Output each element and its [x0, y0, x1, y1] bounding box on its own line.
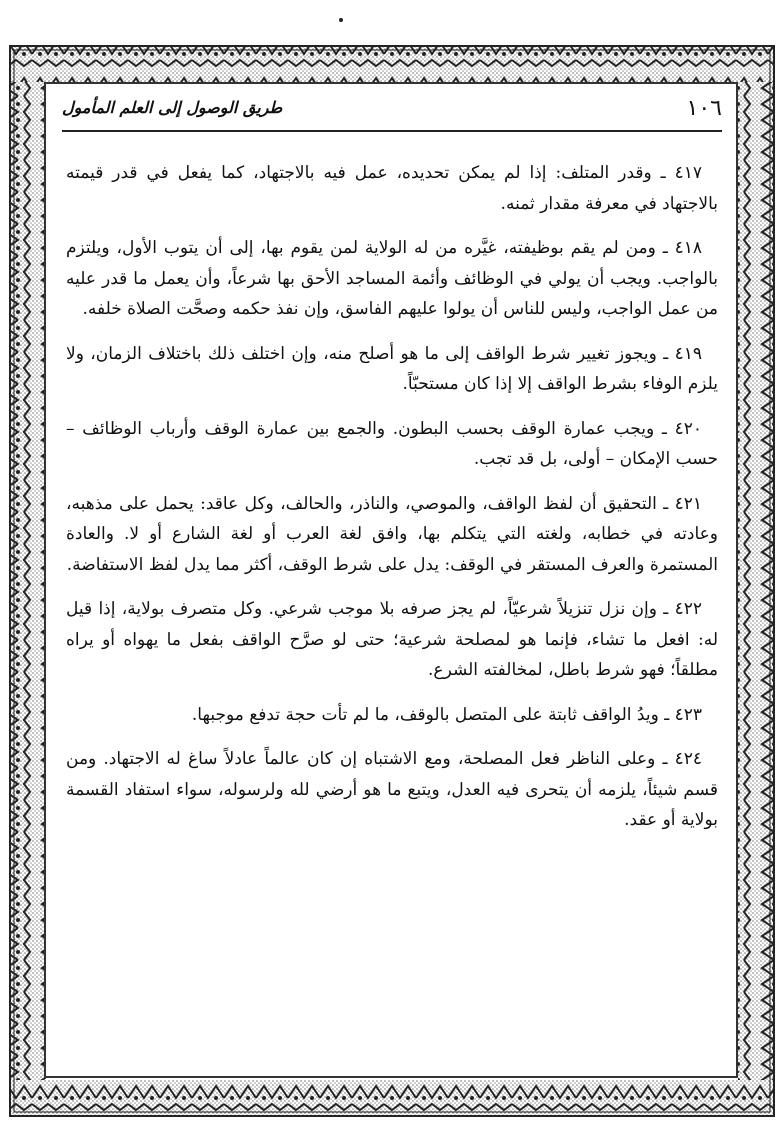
paragraph-417 [66, 158, 718, 219]
paragraph-text: ـ التحقيق أن لفظ الواقف، والموصي، والناذر، والحالف، وكل عاقد: يحمل على مذهبه، وعادته في خطابه، ولغته التي يتكلم بها، وافق لغة العرب أو لغة الشارع أو لا. والعادة المستمرة والعرف المستقر في الوقف: يدل على شرط الوقف، أكثر مما يدل لفظ الاستفاضة. [66, 493, 718, 575]
paragraph-423 [66, 700, 718, 731]
paragraph-text: ـ ويدُ الواقف ثابتة على المتصل بالوقف، ما لم تأت حجة تدفع موجبها. [191, 704, 670, 725]
paragraph-text: ـ ويجب عمارة الوقف بحسب البطون. والجمع بين عمارة الوقف وأرباب الوظائف – حسب الإمكان – أولى، بل قد تجب. [66, 418, 718, 469]
paragraph-number: ٤٢١ [674, 493, 702, 514]
paragraph-418 [66, 233, 718, 325]
paragraph-number: ٤٢٣ [674, 704, 702, 725]
page-header [62, 94, 722, 130]
running-title: طريق الوصول إلى العلم المأمول [62, 98, 283, 117]
paragraph-number: ٤١٩ [674, 343, 702, 364]
paragraph-text: ـ وقدر المتلف: إذا لم يمكن تحديده، عمل فيه بالاجتهاد، كما يفعل في قدر قيمته بالاجتهاد في معرفة مقدار ثمنه. [66, 163, 718, 214]
paragraph-text: ـ ويجوز تغيير شرط الواقف إلى ما هو أصلح منه، وإن اختلف ذلك باختلاف الزمان، ولا يلزم الوفاء بشرط الواقف إلا إذا كان مستحبّاً. [66, 343, 718, 394]
paragraph-number: ٤١٧ [674, 163, 703, 183]
paragraph-number: ٤١٨ [674, 238, 702, 258]
paragraph-419 [66, 339, 718, 400]
paragraph-number: ٤٢٠ [674, 418, 703, 439]
page-body [66, 158, 718, 850]
paragraph-422 [66, 594, 718, 686]
paragraph-text: ـ وإن نزل تنزيلاً شرعيّاً، لم يجز صرفه بلا موجب شرعي. وكل متصرف بولاية، إذا قيل له: افعل ما تشاء، فإنما هو لمصلحة شرعية؛ حتى لو صرَّح الواقف بفعل ما يهواه أو يراه مطلقاً؛ فهو شرط باطل، لمخالفته الشرع. [66, 599, 718, 680]
paragraph-text: ـ وعلى الناظر فعل المصلحة، ومع الاشتباه إن كان عالماً عادلاً ساغ له الاجتهاد. ومن قسم شيئاً، يلزمه أن يتحرى فيه العدل، ويتبع ما هو أرضي لله ولرسوله، سواء استفاد القسمة بولاية أو عقد. [66, 749, 718, 830]
paragraph-number: ٤٢٢ [674, 599, 703, 619]
paragraph-421 [66, 489, 718, 581]
header-rule [62, 130, 722, 132]
paragraph-424 [66, 744, 718, 836]
paragraph-number: ٤٢٤ [674, 749, 702, 769]
paragraph-text: ـ ومن لم يقم بوظيفته، غيَّره من له الولاية لمن يقوم بها، إلى أن يتوب الأول، ويلتزم بالواجب. ويجب أن يولي في الوظائف وأئمة المساجد الأحق بها شرعاً، وأن يعمل ما قدر عليه من عمل الواجب، وليس للناس أن يولوا عليهم الفاسق، وإن نفذ حكمه وصحَّت الصلاة خلفه. [66, 238, 718, 319]
page-number: ١٠٦ [686, 96, 722, 121]
paragraph-420 [66, 414, 718, 475]
